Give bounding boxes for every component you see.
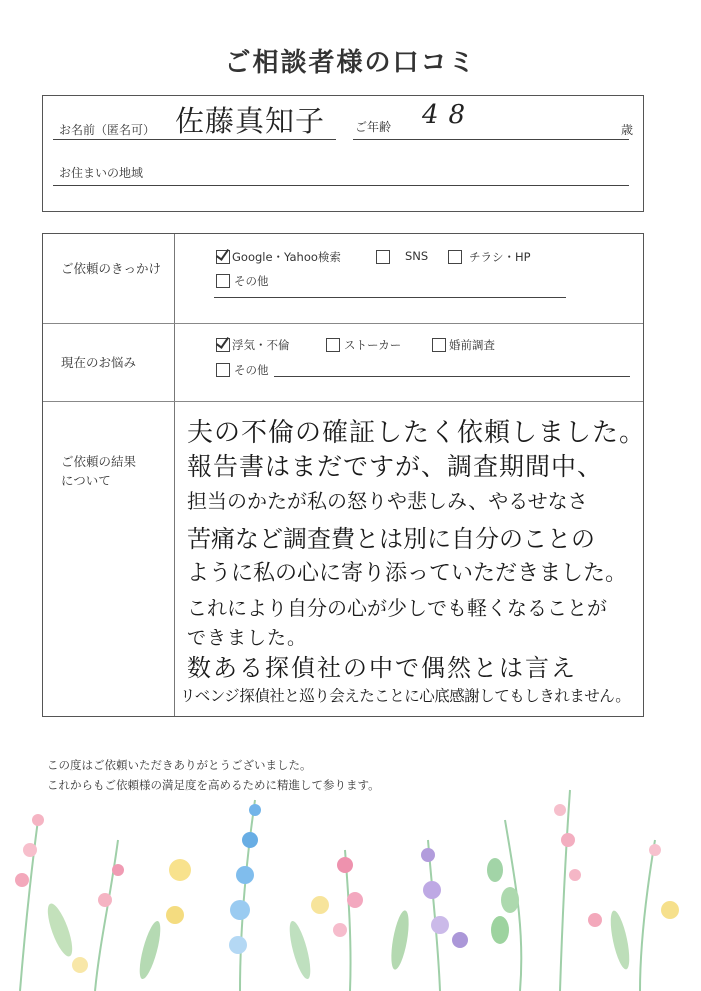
concern-label: 現在のお悩み xyxy=(61,355,137,370)
trigger-label: ご依頼のきっかけ xyxy=(61,261,162,276)
review-line-2: 報告書はまだですが、調査期間中、 xyxy=(187,452,604,481)
checkbox-trigger-other[interactable] xyxy=(216,274,230,288)
review-line-8: 数ある探偵社の中で偶然とは言え xyxy=(187,654,577,682)
option-premarital: 婚前調査 xyxy=(449,338,495,352)
profile-section xyxy=(42,95,644,212)
checkbox-stalker[interactable] xyxy=(326,338,340,352)
age-underline xyxy=(353,139,629,140)
review-line-5: ように私の心に寄り添っていただきました。 xyxy=(187,561,628,586)
trigger-other-line[interactable] xyxy=(214,297,566,298)
row-divider xyxy=(43,323,643,324)
footer-thanks: この度はご依頼いただきありがとうございました。 xyxy=(47,758,312,772)
review-line-7: できました。 xyxy=(187,627,308,649)
option-flyer-hp: チラシ・HP xyxy=(469,250,531,264)
region-label: お住まいの地域 xyxy=(59,166,144,180)
footer-commitment: これからもご依頼様の満足度を高めるために精進して参ります。 xyxy=(47,778,380,792)
column-divider xyxy=(174,234,175,716)
name-value[interactable]: 佐藤真知子 xyxy=(175,104,326,138)
review-line-1: 夫の不倫の確証したく依頼しました。 xyxy=(187,418,647,448)
option-google-yahoo: Google・Yahoo検索 xyxy=(232,250,341,264)
checkbox-flyer-hp[interactable] xyxy=(448,250,462,264)
option-trigger-other: その他 xyxy=(234,274,269,288)
review-line-9: リベンジ探偵社と巡り会えたことに心底感謝してもしきれません。 xyxy=(180,687,631,705)
checkbox-google-yahoo[interactable] xyxy=(216,250,230,264)
row-divider xyxy=(43,401,643,402)
name-underline xyxy=(53,139,336,140)
age-label: ご年齢 xyxy=(355,120,392,134)
age-value[interactable]: 48 xyxy=(422,100,476,130)
option-affair: 浮気・不倫 xyxy=(232,338,290,352)
review-line-4: 苦痛など調査費とは別に自分のことの xyxy=(187,525,595,553)
review-line-3: 担当のかたが私の怒りや悲しみ、やるせなさ xyxy=(187,489,588,513)
checkbox-affair[interactable] xyxy=(216,338,230,352)
option-concern-other: その他 xyxy=(234,363,269,377)
review-line-6: これにより自分の心が少しでも軽くなることが xyxy=(187,596,607,620)
checkbox-sns[interactable] xyxy=(376,250,390,264)
concern-other-line[interactable] xyxy=(274,376,630,377)
option-sns: SNS xyxy=(405,249,429,263)
page-title: ご相談者様の口コミ xyxy=(224,48,477,78)
flower-illustration xyxy=(0,780,701,991)
checkbox-concern-other[interactable] xyxy=(216,363,230,377)
name-label: お名前（匿名可） xyxy=(59,123,156,137)
checkbox-premarital[interactable] xyxy=(432,338,446,352)
option-stalker: ストーカー xyxy=(344,338,402,352)
result-label-line2: について xyxy=(61,473,111,488)
region-underline xyxy=(53,185,629,186)
result-label-line1: ご依頼の結果 xyxy=(61,454,137,469)
age-unit: 歳 xyxy=(621,123,634,137)
